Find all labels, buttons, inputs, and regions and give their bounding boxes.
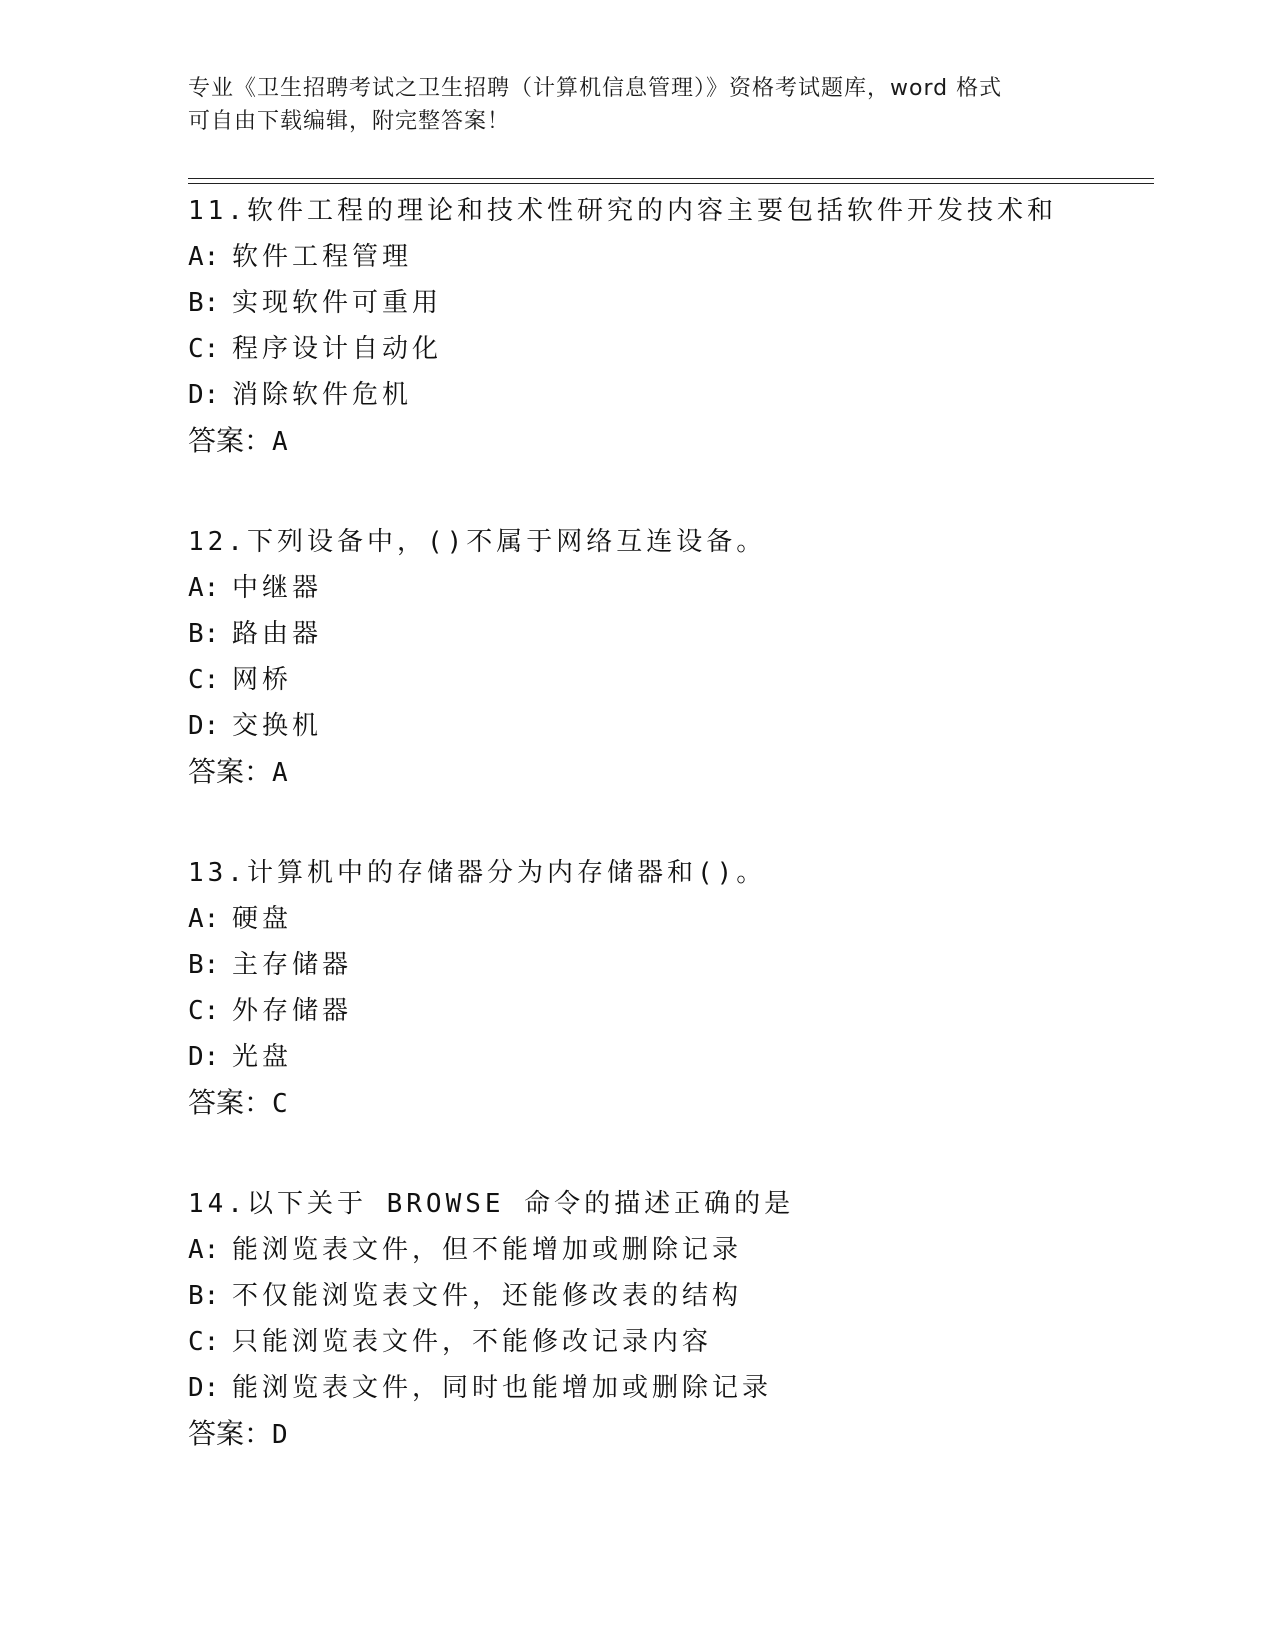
option-text: 能浏览表文件，同时也能增加或删除记录 [232, 1373, 773, 1403]
answer-value: D [272, 1420, 288, 1450]
option-text: 软件工程管理 [232, 242, 413, 272]
answer-prefix: 答案： [188, 755, 273, 788]
option-text: 实现软件可重用 [232, 288, 443, 318]
answer-prefix: 答案： [188, 1086, 273, 1119]
option-a [188, 1227, 1188, 1273]
option-c [188, 988, 1188, 1034]
option-text: 外存储器 [232, 996, 353, 1026]
header-divider-top [188, 178, 1154, 179]
option-text: 网桥 [232, 665, 293, 695]
answer-value: A [272, 427, 288, 457]
option-a [188, 234, 1188, 280]
option-text: 路由器 [232, 619, 323, 649]
answer-prefix: 答案： [188, 1417, 273, 1450]
option-c [188, 657, 1188, 703]
answer-value: A [272, 758, 288, 788]
answer-value: C [272, 1089, 288, 1119]
answer-line [188, 1080, 1188, 1126]
option-b [188, 611, 1188, 657]
option-label: B: [188, 1281, 220, 1311]
header-line-2: 可自由下载编辑，附完整答案！ [188, 109, 511, 134]
question-14 [188, 1181, 1188, 1457]
question-12 [188, 519, 1188, 795]
option-b [188, 1273, 1188, 1319]
option-label: C: [188, 996, 220, 1026]
option-label: B: [188, 619, 220, 649]
option-label: B: [188, 288, 220, 318]
option-label: A: [188, 904, 220, 934]
answer-line [188, 749, 1188, 795]
question-list [188, 188, 1188, 1512]
option-label: D: [188, 1373, 220, 1403]
document-header [188, 72, 1088, 138]
option-label: D: [188, 1042, 220, 1072]
option-text: 能浏览表文件，但不能增加或删除记录 [232, 1235, 743, 1265]
option-label: C: [188, 334, 220, 364]
option-text: 不仅能浏览表文件，还能修改表的结构 [232, 1281, 743, 1311]
option-text: 消除软件危机 [232, 380, 413, 410]
header-line-1: 专业《卫生招聘考试之卫生招聘（计算机信息管理）》资格考试题库，word 格式 [188, 76, 1003, 101]
option-text: 硬盘 [232, 904, 293, 934]
option-text: 光盘 [232, 1042, 293, 1072]
option-d [188, 372, 1188, 418]
option-text: 交换机 [232, 711, 323, 741]
answer-line [188, 1411, 1188, 1457]
question-stem: 11.软件工程的理论和技术性研究的内容主要包括软件开发技术和 [188, 196, 1057, 226]
option-d [188, 1365, 1188, 1411]
option-d [188, 703, 1188, 749]
option-c [188, 1319, 1188, 1365]
header-divider-bottom [188, 183, 1154, 184]
option-b [188, 280, 1188, 326]
question-stem: 14.以下关于 BROWSE 命令的描述正确的是 [188, 1189, 795, 1219]
option-label: C: [188, 1327, 220, 1357]
option-label: D: [188, 380, 220, 410]
question-stem: 12.下列设备中，()不属于网络互连设备。 [188, 527, 767, 557]
option-label: A: [188, 242, 220, 272]
option-label: B: [188, 950, 220, 980]
option-a [188, 896, 1188, 942]
option-label: A: [188, 1235, 220, 1265]
answer-line [188, 418, 1188, 464]
question-13 [188, 850, 1188, 1126]
option-c [188, 326, 1188, 372]
option-text: 程序设计自动化 [232, 334, 443, 364]
option-b [188, 942, 1188, 988]
option-text: 中继器 [232, 573, 323, 603]
option-text: 主存储器 [232, 950, 353, 980]
option-a [188, 565, 1188, 611]
question-11 [188, 188, 1188, 464]
question-stem: 13.计算机中的存储器分为内存储器和()。 [188, 858, 767, 888]
answer-prefix: 答案： [188, 424, 273, 457]
option-d [188, 1034, 1188, 1080]
option-label: C: [188, 665, 220, 695]
option-label: A: [188, 573, 220, 603]
option-text: 只能浏览表文件，不能修改记录内容 [232, 1327, 713, 1357]
option-label: D: [188, 711, 220, 741]
